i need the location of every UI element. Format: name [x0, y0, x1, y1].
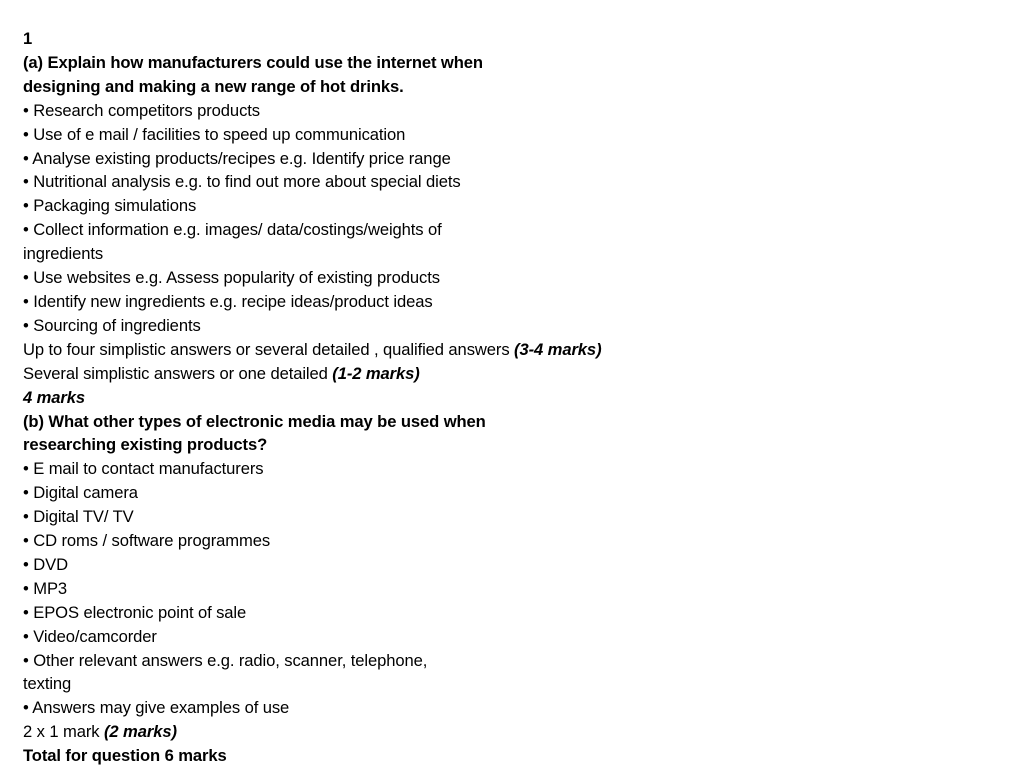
part-b-bullet: • Digital TV/ TV — [23, 507, 134, 527]
part-a-bullet: • Analyse existing products/recipes e.g. Identify price range — [23, 148, 451, 168]
part-a-bullet: • Nutritional analysis e.g. to find out more about special diets — [23, 172, 461, 192]
criterion-text: 2 x 1 mark — [23, 722, 104, 742]
part-a-bullet: • Packaging simulations — [23, 196, 197, 216]
part-a-bullet-continuation: ingredients — [23, 244, 104, 264]
criterion-marks: (2 marks) — [103, 722, 177, 742]
criterion-marks: (3-4 marks) — [514, 339, 602, 359]
part-b-bullet: • E mail to contact manufacturers — [23, 459, 264, 479]
part-a-bullet: • Use of e mail / facilities to speed up communication — [23, 124, 406, 144]
part-b-question-line-2: researching existing products? — [23, 435, 268, 455]
criterion-marks: (1-2 marks) — [332, 363, 420, 383]
part-b-bullet-continuation: texting — [23, 674, 72, 694]
part-a-marking-criterion-1 — [23, 338, 1003, 362]
part-a-question-line-1: (a) Explain how manufacturers could use the internet when — [23, 52, 483, 72]
question-number: 1 — [23, 29, 33, 48]
part-b-bullet: • DVD — [23, 554, 68, 574]
criterion-text: Several simplistic answers or one detailed — [23, 363, 333, 383]
part-a-bullet: • Identify new ingredients e.g. recipe ideas/product ideas — [23, 291, 433, 311]
criterion-text: Up to four simplistic answers or several detailed , qualified answers — [23, 339, 515, 359]
part-a-bullet: • Sourcing of ingredients — [23, 315, 201, 335]
part-a-bullet: • Use websites e.g. Assess popularity of existing products — [23, 268, 440, 288]
part-a-bullet: • Collect information e.g. images/ data/costings/weights of — [23, 220, 442, 240]
part-b-bullet: • Answers may give examples of use — [23, 698, 290, 718]
part-a-bullet: • Research competitors products — [23, 100, 260, 120]
part-a-marking-criterion-2 — [23, 362, 1003, 386]
part-b-bullet: • Other relevant answers e.g. radio, scanner, telephone, — [23, 650, 428, 670]
part-a-question-line-2: designing and making a new range of hot drinks. — [23, 76, 404, 96]
part-b-marking-criterion — [23, 720, 1003, 744]
part-b-bullet: • EPOS electronic point of sale — [23, 602, 247, 622]
part-b-bullet: • Digital camera — [23, 483, 138, 503]
part-b-question-line-1: (b) What other types of electronic media may be used when — [23, 411, 486, 431]
part-b-bullet: • CD roms / software programmes — [23, 531, 271, 551]
part-a-total-marks: 4 marks — [23, 387, 86, 407]
part-b-bullet: • Video/camcorder — [23, 626, 157, 646]
part-b-bullet: • MP3 — [23, 578, 68, 598]
mark-scheme-document — [23, 27, 1003, 768]
question-total: Total for question 6 marks — [23, 746, 227, 766]
